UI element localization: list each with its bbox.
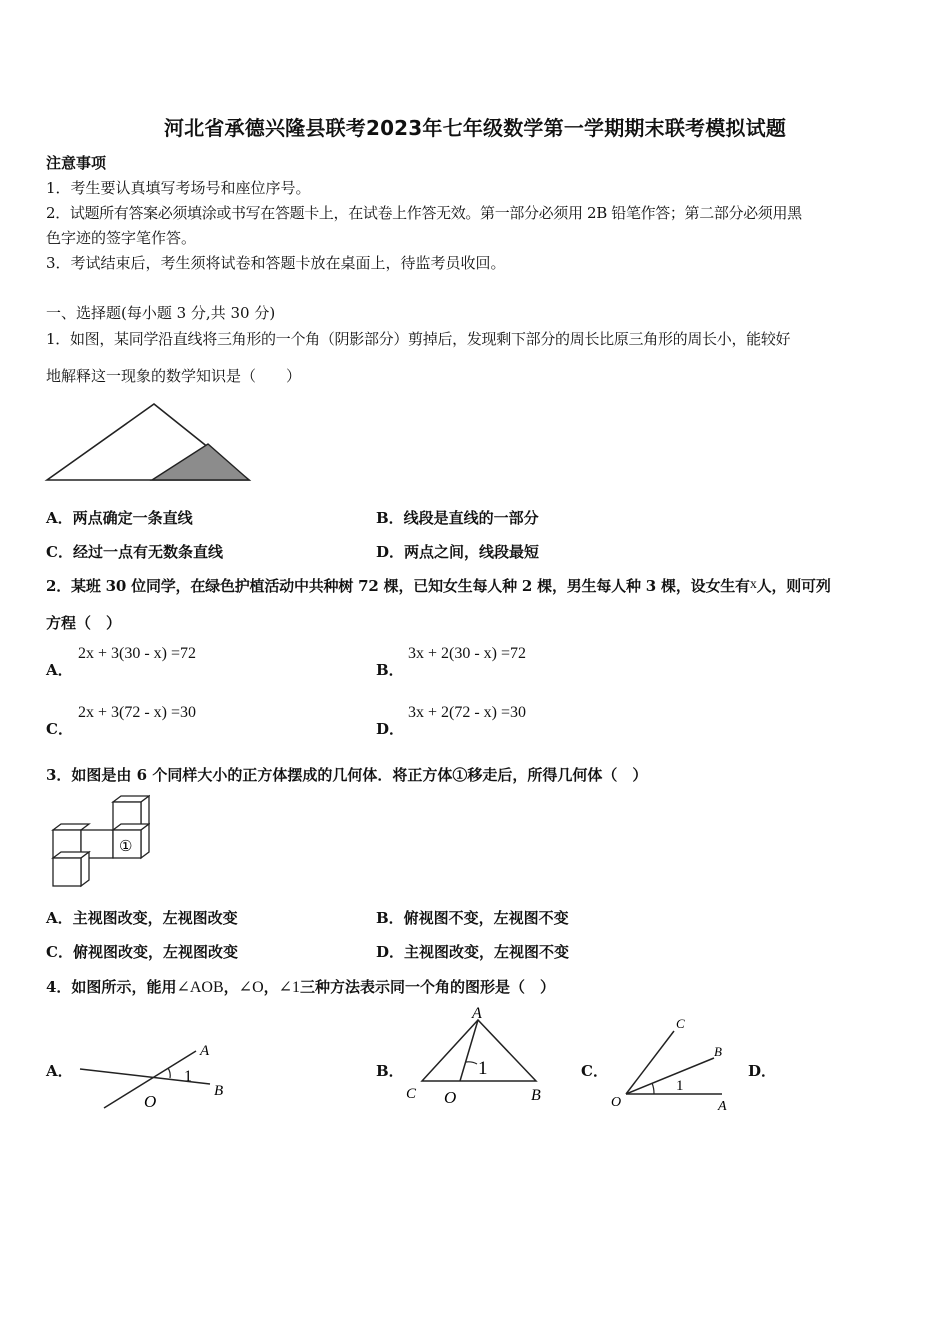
notice-item: 3．考试结束后，考生须将试卷和答题卡放在桌面上，待监考员收回。 (46, 254, 506, 272)
q4-figure-a[interactable] (76, 1036, 236, 1118)
label-1: 1 (478, 1058, 488, 1079)
q4-figure-c[interactable] (606, 1014, 742, 1114)
q4-option-d-label[interactable]: D． (748, 1062, 777, 1080)
q4-option-c-label[interactable]: C． (581, 1062, 608, 1080)
cut-corner-shaded (152, 444, 249, 480)
q2-stem: 方程（ ） (46, 614, 122, 632)
notice-item: 2．试题所有答案必须填涂或书写在答题卡上，在试卷上作答无效。第一部分必须用 2B 铅笔作答；第二部分必须用黑 (46, 204, 802, 222)
q1-stem: 1．如图，某同学沿直线将三角形的一个角（阴影部分）剪掉后，发现剩下部分的周长比原三角形的周长小，能较好 (46, 330, 791, 348)
q2-option-b-label[interactable]: B． (376, 661, 404, 679)
q4-stem (46, 976, 555, 997)
q4-figure-b[interactable] (402, 1002, 552, 1110)
label-o: O (611, 1095, 622, 1110)
q2-stem-part: 人，则可列 (756, 577, 831, 595)
label-c: C (676, 1016, 685, 1031)
cube-stack (53, 796, 149, 886)
q4-option-b-label[interactable]: B． (376, 1062, 404, 1080)
notice-item: 1．考生要认真填写考场号和座位序号。 (46, 179, 311, 197)
q1-stem: 地解释这一现象的数学知识是（ ） (46, 367, 302, 385)
q2-option-c-label[interactable]: C． (46, 720, 73, 738)
q1-option-d[interactable]: D．两点之间，线段最短 (376, 543, 540, 561)
q1-option-c[interactable]: C．经过一点有无数条直线 (46, 543, 223, 561)
q3-stem: 3．如图是由 6 个同样大小的正方体摆成的几何体．将正方体①移走后，所得几何体（ ） (46, 766, 648, 784)
cube-label-1: ① (119, 839, 133, 855)
label-b: B (714, 1044, 722, 1059)
label-1: 1 (184, 1068, 192, 1085)
notice-item: 色字迹的签字笔作答。 (46, 229, 197, 247)
notice-heading: 注意事项 (46, 154, 107, 172)
q2-option-d-equation[interactable]: 3x + 2(72 - x) =30 (408, 704, 527, 721)
q1-triangle-figure (44, 400, 259, 486)
q2-variable-x: x (749, 577, 757, 592)
q3-cubes-figure (40, 794, 150, 894)
q3-option-c[interactable]: C．俯视图改变，左视图改变 (46, 943, 238, 961)
q2-option-c-equation[interactable]: 2x + 3(72 - x) =30 (78, 704, 197, 721)
q1-option-b[interactable]: B．线段是直线的一部分 (376, 509, 539, 527)
q4-option-a-label[interactable]: A． (46, 1062, 73, 1080)
q4-stem-part: 4．如图所示，能用 (46, 978, 177, 996)
q4-angle-aob: ∠AOB (176, 979, 224, 996)
q4-angle-o: ∠O (238, 979, 264, 996)
q4-angle-1: ∠1 (278, 979, 301, 996)
q3-option-b[interactable]: B．俯视图不变，左视图不变 (376, 909, 569, 927)
q3-option-d[interactable]: D．主视图改变，左视图不变 (376, 943, 570, 961)
label-1: 1 (676, 1078, 684, 1094)
q3-option-a[interactable]: A．主视图改变，左视图改变 (46, 909, 238, 927)
q4-stem-sep: ， (263, 978, 279, 996)
label-b: B (531, 1087, 541, 1104)
q2-stem (46, 575, 831, 596)
label-a: A (472, 1005, 482, 1022)
label-b: B (214, 1083, 224, 1099)
label-a: A (718, 1099, 727, 1114)
q2-stem-part: 2．某班 30 位同学，在绿色护植活动中共种树 72 棵，已知女生每人种 2 棵，男生每人种 3 棵，设女生有 (46, 577, 750, 595)
q2-option-d-label[interactable]: D． (376, 720, 405, 738)
label-o: O (444, 1088, 457, 1107)
label-o: O (144, 1092, 157, 1111)
q2-option-b-equation[interactable]: 3x + 2(30 - x) =72 (408, 645, 527, 662)
label-a: A (200, 1043, 210, 1059)
q4-stem-part: 三种方法表示同一个角的图形是（ ） (300, 978, 556, 996)
q1-option-a[interactable]: A．两点确定一条直线 (46, 509, 193, 527)
label-c: C (406, 1086, 417, 1102)
page-title: 河北省承德兴隆县联考2023年七年级数学第一学期期末联考模拟试题 (163, 116, 787, 140)
q2-option-a-equation[interactable]: 2x + 3(30 - x) =72 (78, 645, 197, 662)
section-heading: 一、选择题(每小题 3 分,共 30 分) (46, 304, 276, 322)
q4-stem-sep: ， (223, 978, 239, 996)
q2-option-a-label[interactable]: A． (46, 661, 73, 679)
